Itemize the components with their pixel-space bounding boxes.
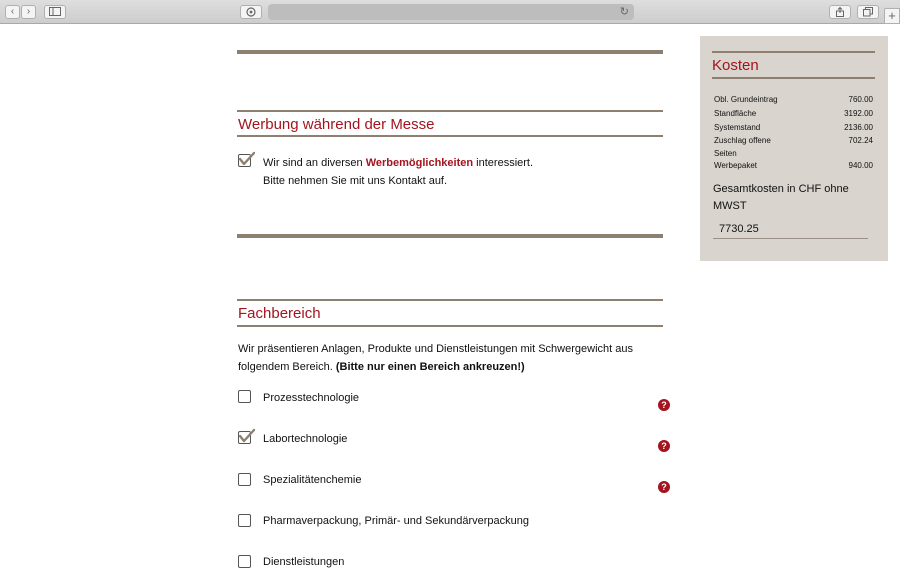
option-label: Pharmaverpackung, Primär- und Sekundärverpackung xyxy=(263,515,529,527)
werbung-contact-text: Bitte nehmen Sie mit uns Kontakt auf. xyxy=(263,175,448,187)
sidebar-icon xyxy=(49,7,61,16)
forward-button[interactable]: › xyxy=(21,5,36,19)
help-icon[interactable]: ? xyxy=(658,399,670,411)
back-button[interactable]: ‹ xyxy=(5,5,20,19)
cost-value: 2136.00 xyxy=(844,123,873,132)
cost-label: Werbepaket xyxy=(714,161,757,170)
werbung-title: Werbung während der Messe xyxy=(238,116,435,133)
werbung-checkbox[interactable] xyxy=(238,154,251,167)
heading-rule-top xyxy=(237,110,663,112)
intro-bold-note: (Bitte nur einen Bereich ankreuzen!) xyxy=(335,361,525,373)
total-value-field: 7730.25 xyxy=(713,222,868,239)
share-button[interactable] xyxy=(829,5,851,19)
panel-rule-top xyxy=(712,51,875,53)
kosten-title: Kosten xyxy=(712,57,759,74)
help-icon[interactable]: ? xyxy=(658,481,670,493)
werbung-text xyxy=(263,154,533,172)
tabs-button[interactable] xyxy=(857,5,879,19)
total-label: Gesamtkosten in CHF ohne MWST xyxy=(713,183,849,212)
address-bar[interactable] xyxy=(268,4,634,20)
cost-value: 702.24 xyxy=(848,136,873,145)
fachbereich-intro-line1: Wir präsentieren Anlagen, Produkte und Dienstleistungen mit Schwergewicht aus xyxy=(238,343,633,355)
browser-toolbar xyxy=(0,0,900,24)
checkmark-icon xyxy=(238,151,255,167)
werbung-text-before: Wir sind an diversen xyxy=(263,157,363,169)
checkmark-icon xyxy=(238,428,255,444)
option-checkbox-prozesstechnologie[interactable] xyxy=(238,390,251,403)
section-divider xyxy=(237,50,663,54)
option-label: Prozesstechnologie xyxy=(263,392,360,404)
fachbereich-title: Fachbereich xyxy=(238,305,321,322)
heading-rule-bottom xyxy=(237,325,663,327)
option-label: Spezialitätenchemie xyxy=(263,474,362,486)
option-label: Dienstleistungen xyxy=(263,556,345,568)
kosten-panel xyxy=(700,36,888,261)
privacy-button[interactable] xyxy=(240,5,262,19)
help-icon[interactable]: ? xyxy=(658,440,670,452)
option-checkbox-spezialitaetenchemie[interactable] xyxy=(238,473,251,486)
cost-value: 3192.00 xyxy=(844,109,873,118)
sidebar-button[interactable] xyxy=(44,5,66,19)
intro-plain: folgendem Bereich. xyxy=(238,361,333,373)
heading-rule-bottom xyxy=(237,135,663,137)
section-divider xyxy=(237,234,663,238)
new-tab-button[interactable]: + xyxy=(884,8,900,24)
werbung-text-after: interessiert. xyxy=(476,157,534,169)
tabs-overview-icon xyxy=(863,7,873,17)
cost-label: Obl. Grundeintrag xyxy=(714,95,778,104)
option-label: Labortechnologie xyxy=(263,433,348,445)
fachbereich-intro-line2 xyxy=(238,358,525,376)
cost-label: Standfläche xyxy=(714,109,757,118)
cost-value: 760.00 xyxy=(848,95,873,104)
panel-rule-bottom xyxy=(712,77,875,79)
reload-icon[interactable]: ↻ xyxy=(619,6,629,18)
heading-rule-top xyxy=(237,299,663,301)
shield-icon xyxy=(246,7,256,17)
option-checkbox-labortechnologie[interactable] xyxy=(238,431,251,444)
share-icon xyxy=(835,7,845,17)
werbemoeglichkeiten-link[interactable]: Werbemöglichkeiten xyxy=(365,157,474,169)
cost-label: Systemstand xyxy=(714,123,761,132)
cost-label: Zuschlag offene Seiten xyxy=(714,136,771,158)
option-checkbox-dienstleistungen[interactable] xyxy=(238,555,251,568)
cost-value: 940.00 xyxy=(848,161,873,170)
option-checkbox-pharmaverpackung[interactable] xyxy=(238,514,251,527)
